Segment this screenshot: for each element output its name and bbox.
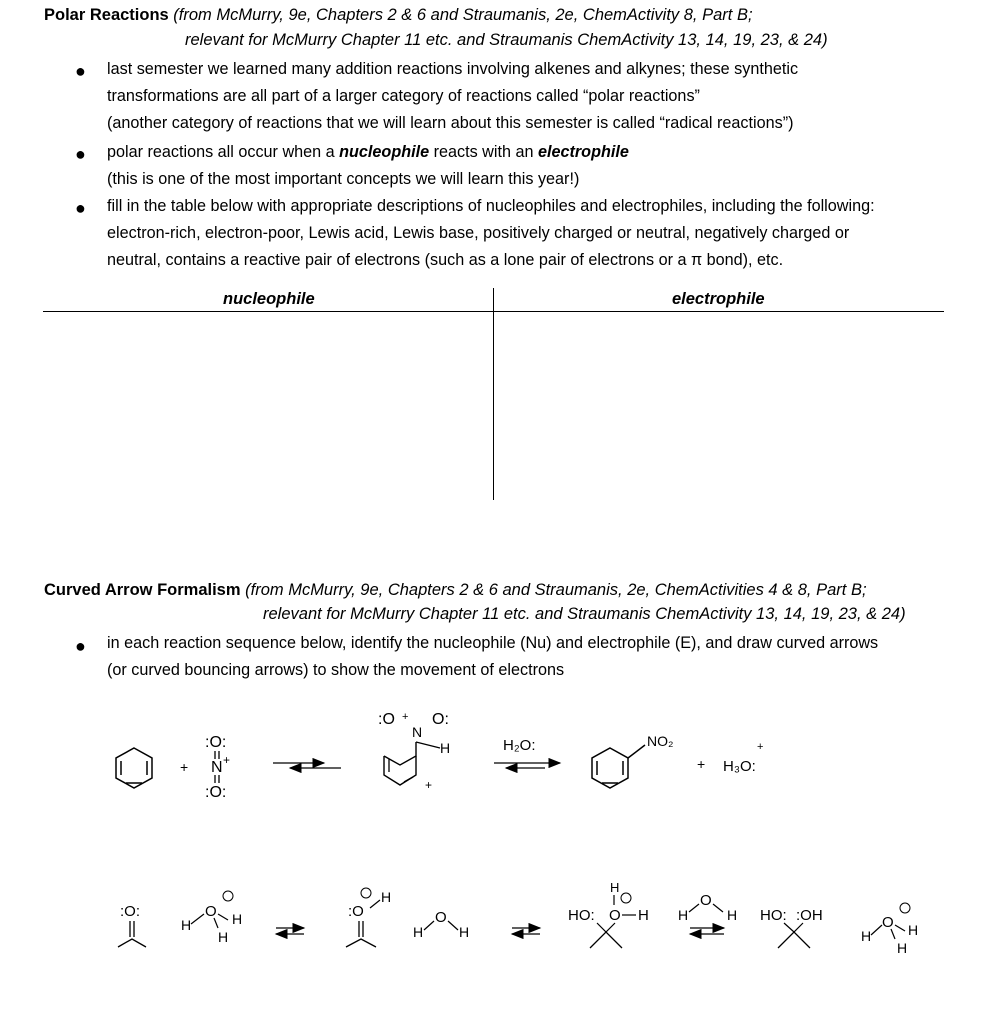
water2-H-right: H (727, 907, 738, 923)
acetone-O: :O: (120, 903, 141, 920)
sigma-N: N (412, 724, 423, 740)
hydronium-O: O (205, 903, 217, 920)
plus-sign: + (697, 756, 706, 772)
section1-ref-line1: (from McMurry, 9e, Chapters 2 & 6 and Straumanis, 2e, ChemActivity 8, Part B; (168, 6, 753, 24)
nitronium-O-bottom: :O: (205, 784, 227, 801)
diol-OH: :OH (796, 907, 823, 924)
nitronium-charge: + (223, 753, 231, 767)
sigma-O-right: O: (432, 711, 449, 728)
diol-HO: HO: (760, 907, 787, 924)
hydronium2-H-right: H (908, 922, 919, 938)
bullet3-line3: neutral, contains a reactive pair of electrons (such as a lone pair of electrons or a π bond), etc. (107, 251, 784, 269)
bullet-dot: ● (75, 61, 86, 81)
hydronium-H-left: H (181, 917, 192, 933)
bullet2-mid: reacts with an (429, 143, 538, 161)
hydronium: H₃O: (723, 758, 756, 775)
nitronium-N: N (211, 759, 223, 776)
water-molecule (413, 909, 469, 940)
bullet3-line1: fill in the table below with appropriate descriptions of nucleophiles and electrophiles, including the following: (107, 197, 875, 215)
hydronium-charge: + (757, 741, 764, 753)
hydronium-H-bottom: H (218, 929, 229, 945)
hydrate-diol (760, 907, 823, 948)
equilibrium-arrow (690, 928, 724, 934)
protonated-acetone (346, 888, 391, 947)
water-H-left: H (413, 924, 424, 940)
hydronium-ion (181, 891, 242, 945)
nucleophile-term: nucleophile (339, 143, 430, 161)
hemi-H-right: H (638, 907, 649, 924)
bullet1-line2: transformations are all part of a larger category of reactions called “polar reactions” (107, 87, 700, 105)
section2-bullet-line2: (or curved bouncing arrows) to show the movement of electrons (107, 661, 565, 679)
table-header-electrophile: electrophile (672, 290, 765, 308)
water-H-right: H (459, 924, 470, 940)
equilibrium-arrow (273, 763, 341, 768)
section2-ref-line2: relevant for McMurry Chapter 11 etc. and Straumanis ChemActivity 13, 14, 19, 23, & 24) (263, 605, 906, 623)
water-O: O (435, 909, 447, 926)
sigma-O-left: :O (378, 711, 395, 728)
hydronium2-H-left: H (861, 928, 872, 944)
water-reagent: H₂O: (503, 737, 536, 754)
nitronium-O-top: :O: (205, 734, 227, 751)
benzene-molecule (116, 748, 152, 788)
bullet2-line2: (this is one of the most important concepts we will learn this year!) (107, 170, 580, 188)
hemi-O: O (609, 907, 621, 924)
table-header-nucleophile: nucleophile (223, 290, 315, 308)
nitronium-ion (205, 734, 230, 801)
section2-title: Curved Arrow Formalism (44, 581, 241, 599)
equilibrium-arrow (276, 928, 304, 934)
bullet1-line1: last semester we learned many addition reactions involving alkenes and alkynes; these synthetic (107, 60, 799, 78)
hydronium2-H-bottom: H (897, 940, 908, 956)
acetone (118, 903, 146, 947)
hydronium-ion (861, 903, 918, 956)
sigma-complex (378, 711, 450, 792)
bullet2-pre: polar reactions all occur when a (107, 143, 340, 161)
equilibrium-arrow (494, 763, 560, 768)
section1-ref-line2: relevant for McMurry Chapter 11 etc. and Straumanis ChemActivity 13, 14, 19, 23, & 24) (185, 31, 828, 49)
hydronium2-O: O (882, 914, 894, 931)
bullet3-line2: electron-rich, electron-poor, Lewis acid, Lewis base, positively charged or neutral, negatively charged or (107, 224, 850, 242)
sigma-charge: + (425, 778, 433, 792)
bullet-dot: ● (75, 198, 86, 218)
protonated-H: H (381, 889, 392, 905)
bullet-dot: ● (75, 636, 86, 656)
water2-H-left: H (678, 907, 689, 923)
section1-title: Polar Reactions (44, 6, 169, 24)
hydronium-H-right: H (232, 911, 243, 927)
water-molecule (678, 892, 737, 923)
equilibrium-arrow (512, 928, 540, 934)
nitrobenzene (592, 745, 645, 788)
hemi-H-top: H (610, 880, 620, 895)
hemi-HO: HO: (568, 907, 595, 924)
protonated-hemiacetal (568, 880, 649, 948)
electrophile-term: electrophile (537, 143, 629, 161)
section2-ref-line1: (from McMurry, 9e, Chapters 2 & 6 and Straumanis, 2e, ChemActivities 4 & 8, Part B; (240, 581, 867, 599)
bullet-dot: ● (75, 144, 86, 164)
sigma-H: H (440, 740, 451, 756)
sigma-plus: + (402, 711, 409, 723)
water2-O: O (700, 892, 712, 909)
plus-sign: + (180, 759, 189, 775)
bullet1-line3: (another category of reactions that we will learn about this semester is called “radical reactions”) (107, 114, 794, 132)
section2-bullet-line1: in each reaction sequence below, identify the nucleophile (Nu) and electrophile (E), and draw curved arrows (107, 634, 879, 652)
nitro-group: NO₂ (647, 733, 674, 749)
protonated-O: :O (348, 903, 364, 920)
